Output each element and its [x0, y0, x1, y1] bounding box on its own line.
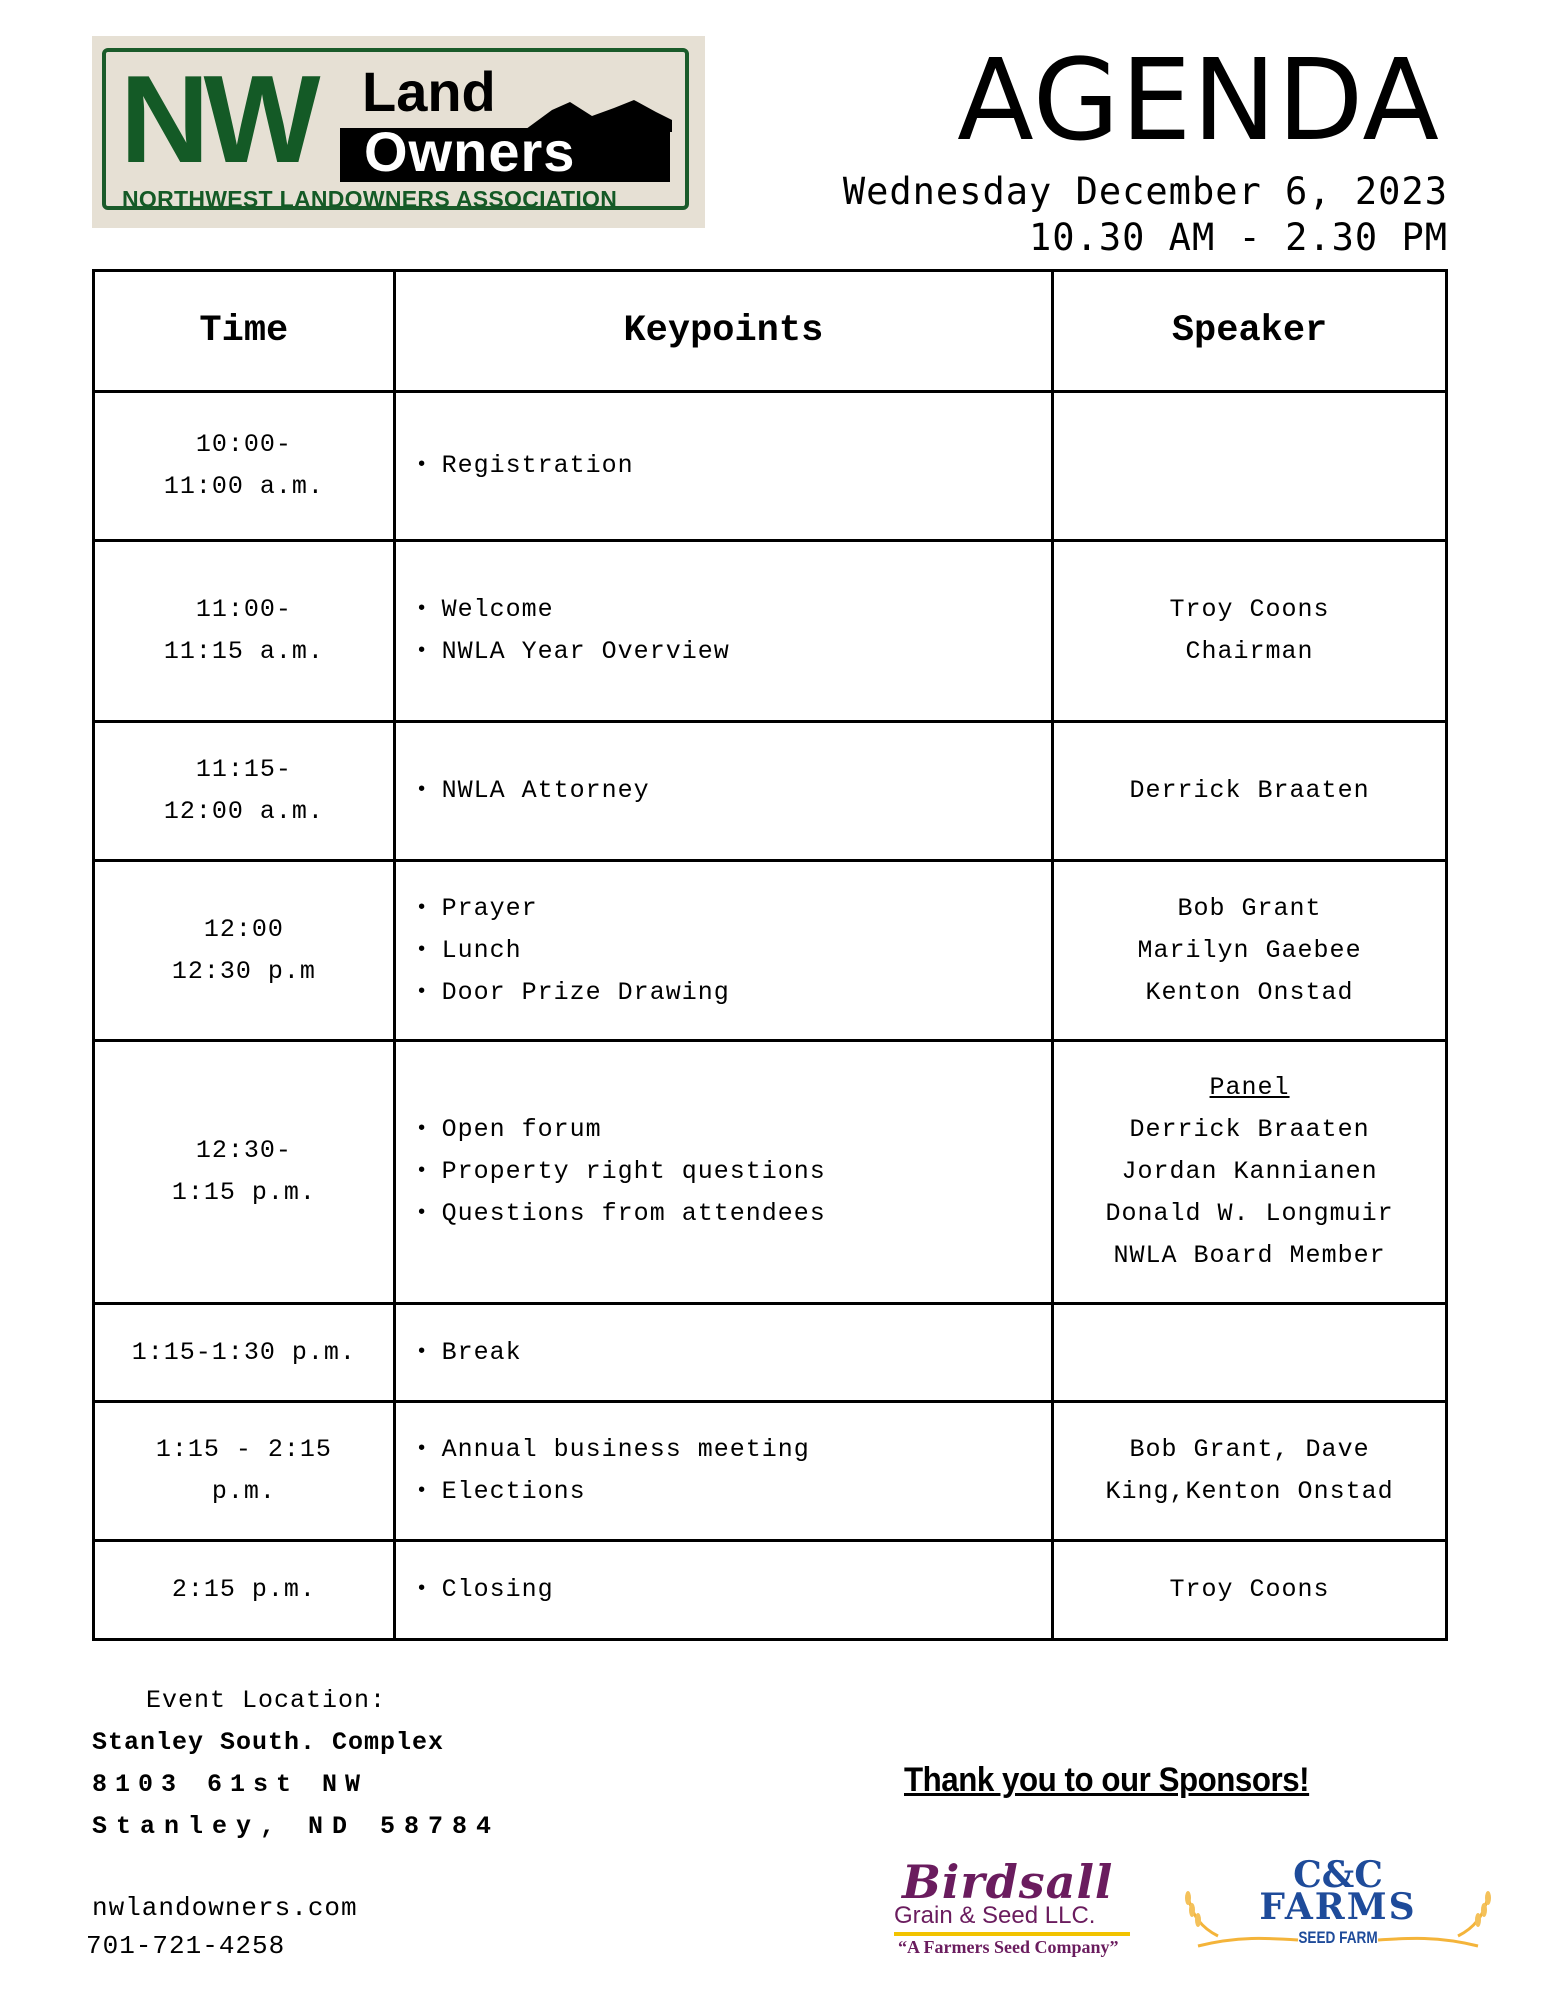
keypoints-cell — [394, 392, 1052, 541]
keypoint-item — [415, 589, 1051, 631]
keypoint-text: Break — [441, 1337, 522, 1367]
keypoint-item — [415, 930, 1051, 972]
time-text: 1:15 - 2:15 — [155, 1435, 332, 1464]
speaker-name: King,Kenton Onstad — [1105, 1477, 1394, 1506]
keypoint-text: Door Prize Drawing — [441, 977, 730, 1007]
logo-nw-text: NW — [120, 51, 315, 189]
ccfarms-line1: C&C — [1293, 1854, 1383, 1896]
bullet-icon: • — [415, 896, 429, 920]
speaker-name: Donald W. Longmuir — [1105, 1199, 1394, 1228]
keypoint-item — [415, 1429, 1051, 1471]
time-cell — [94, 722, 395, 861]
speaker-name: Troy Coons — [1169, 1575, 1330, 1604]
time-cell — [94, 392, 395, 541]
table-header-row — [94, 271, 1447, 392]
keypoints-cell — [394, 1541, 1052, 1640]
time-text: 11:00 a.m. — [163, 472, 324, 501]
table-row — [94, 1304, 1447, 1402]
agenda-table — [92, 269, 1448, 1641]
speaker-name: Bob Grant, Dave — [1129, 1435, 1370, 1464]
time-cell — [94, 1402, 395, 1541]
speaker-cell — [1053, 1304, 1447, 1402]
event-location — [92, 1680, 500, 1848]
keypoints-list — [396, 1109, 1051, 1235]
keypoints-list — [396, 1569, 1051, 1611]
location-label: Event Location: — [146, 1686, 387, 1715]
location-city: Stanley, ND 58784 — [92, 1812, 501, 1841]
keypoints-list — [396, 445, 1051, 487]
birdsall-subtitle: Grain & Seed LLC. — [894, 1902, 1096, 1929]
time-cell — [94, 1304, 395, 1402]
keypoint-text: NWLA Attorney — [441, 776, 650, 805]
bullet-icon: • — [415, 1438, 429, 1461]
keypoint-item — [415, 1569, 1051, 1611]
logo-association-text: NORTHWEST LANDOWNERS ASSOCIATION — [122, 186, 618, 212]
ccfarms-line2: FARMS — [1259, 1886, 1417, 1928]
bullet-icon: • — [415, 454, 429, 477]
keypoints-cell — [394, 722, 1052, 861]
event-time-range: 10.30 AM - 2.30 PM — [1029, 216, 1448, 259]
bullet-icon: • — [415, 1480, 429, 1503]
keypoint-item — [415, 445, 1051, 487]
table-row — [94, 392, 1447, 541]
phone-number: 701-721-4258 — [86, 1931, 286, 1961]
table-row — [94, 861, 1447, 1041]
keypoint-text: Registration — [441, 451, 634, 480]
bullet-icon: • — [415, 1160, 429, 1183]
table-row — [94, 1541, 1447, 1640]
table-row — [94, 1041, 1447, 1304]
time-cell — [94, 861, 395, 1041]
speaker-cell — [1053, 1541, 1447, 1640]
column-header-speaker: Speaker — [1053, 271, 1447, 392]
ccfarms-line3: SEED FARM — [1298, 1928, 1378, 1947]
bullet-icon: • — [415, 598, 429, 621]
keypoints-list — [396, 1332, 1051, 1374]
bullet-icon: • — [415, 1578, 429, 1601]
column-header-keypoints: Keypoints — [394, 271, 1052, 392]
keypoints-cell — [394, 1402, 1052, 1541]
location-street: 8103 61st NW — [92, 1770, 369, 1799]
keypoint-text: Elections — [441, 1477, 586, 1506]
keypoint-text: Lunch — [441, 935, 522, 965]
keypoint-text: Welcome — [441, 595, 554, 624]
keypoint-text: Property right questions — [441, 1157, 826, 1186]
location-venue: Stanley South. Complex — [92, 1728, 445, 1757]
time-text: 12:00 — [203, 914, 284, 944]
speaker-name: Marilyn Gaebee — [1137, 935, 1362, 965]
time-cell — [94, 1541, 395, 1640]
table-row — [94, 722, 1447, 861]
speaker-heading: Panel — [1209, 1073, 1290, 1102]
bullet-icon: • — [415, 938, 429, 962]
speaker-name: Derrick Braaten — [1129, 1115, 1370, 1144]
sponsors-heading: Thank you to our Sponsors! — [904, 1761, 1310, 1799]
birdsall-name: Birdsall — [902, 1855, 1114, 1909]
page-title: AGENDA — [957, 36, 1440, 166]
keypoint-text: NWLA Year Overview — [441, 637, 730, 666]
keypoints-cell — [394, 1041, 1052, 1304]
speaker-cell — [1053, 392, 1447, 541]
keypoint-text: Prayer — [441, 893, 538, 923]
speaker-name: Jordan Kannianen — [1121, 1157, 1378, 1186]
speaker-cell — [1053, 861, 1447, 1041]
bullet-icon: • — [415, 1340, 429, 1364]
time-text: 12:30- — [195, 1136, 292, 1165]
keypoint-item — [415, 1109, 1051, 1151]
event-date: Wednesday December 6, 2023 — [842, 170, 1448, 213]
birdsall-logo — [892, 1855, 1142, 1958]
keypoint-item — [415, 972, 1051, 1014]
time-text: 12:30 p.m — [171, 956, 316, 986]
time-text: 1:15-1:30 p.m. — [131, 1337, 356, 1367]
time-text: 10:00- — [195, 430, 292, 459]
speaker-cell — [1053, 1041, 1447, 1304]
logo-owners-text: Owners — [364, 120, 576, 183]
table-row — [94, 1402, 1447, 1541]
table-row — [94, 541, 1447, 722]
keypoint-item — [415, 1332, 1051, 1374]
speaker-cell — [1053, 1402, 1447, 1541]
ccfarms-logo — [1178, 1856, 1498, 1956]
keypoint-text: Annual business meeting — [441, 1435, 810, 1464]
time-text: 11:15- — [195, 755, 292, 784]
speaker-name: Kenton Onstad — [1145, 977, 1354, 1007]
bullet-icon: • — [415, 779, 429, 802]
keypoint-item — [415, 770, 1051, 812]
keypoint-text: Open forum — [441, 1115, 602, 1144]
speaker-cell — [1053, 722, 1447, 861]
time-text: 11:00- — [195, 595, 292, 624]
keypoints-list — [396, 770, 1051, 812]
time-cell — [94, 541, 395, 722]
time-text: 2:15 p.m. — [171, 1575, 316, 1604]
speaker-name: NWLA Board Member — [1113, 1241, 1386, 1270]
birdsall-tagline: “A Farmers Seed Company” — [898, 1937, 1119, 1957]
speaker-name: Troy Coons — [1169, 595, 1330, 624]
keypoint-item — [415, 631, 1051, 673]
keypoints-cell — [394, 541, 1052, 722]
agenda-body — [94, 392, 1447, 1640]
keypoint-item — [415, 888, 1051, 930]
bullet-icon: • — [415, 1202, 429, 1225]
nwla-logo — [92, 36, 705, 228]
keypoint-text: Questions from attendees — [441, 1199, 826, 1228]
keypoint-item — [415, 1193, 1051, 1235]
keypoint-item — [415, 1471, 1051, 1513]
keypoints-cell — [394, 861, 1052, 1041]
keypoint-text: Closing — [441, 1575, 554, 1604]
bullet-icon: • — [415, 980, 429, 1004]
time-text: 1:15 p.m. — [171, 1178, 316, 1207]
speaker-name: Bob Grant — [1177, 893, 1322, 923]
keypoint-item — [415, 1151, 1051, 1193]
time-text: p.m. — [211, 1477, 276, 1506]
bullet-icon: • — [415, 1118, 429, 1141]
logo-land-text: Land — [362, 60, 496, 123]
keypoints-list — [396, 589, 1051, 673]
keypoints-list — [396, 1429, 1051, 1513]
column-header-time: Time — [94, 271, 395, 392]
speaker-name: Derrick Braaten — [1129, 776, 1370, 805]
speaker-cell — [1053, 541, 1447, 722]
speaker-name: Chairman — [1185, 637, 1314, 666]
keypoints-list — [396, 888, 1051, 1014]
time-text: 12:00 a.m. — [163, 797, 324, 826]
time-text: 11:15 a.m. — [163, 637, 324, 666]
bullet-icon: • — [415, 640, 429, 663]
website-link[interactable]: nwlandowners.com — [92, 1893, 358, 1923]
time-cell — [94, 1041, 395, 1304]
keypoints-cell — [394, 1304, 1052, 1402]
